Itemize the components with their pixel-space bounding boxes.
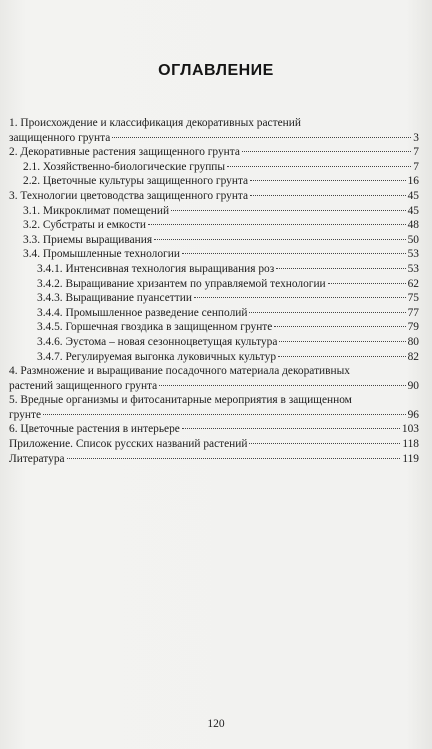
toc-entry-appendix (9, 437, 419, 452)
toc-page-number: 7 (413, 146, 419, 159)
dot-leader (67, 458, 401, 459)
toc-page-number: 62 (407, 277, 419, 290)
dot-leader (249, 312, 405, 313)
toc-entry-3-4-5 (9, 320, 419, 335)
toc-entry-3-4 (9, 247, 419, 262)
toc-entry-2-2 (9, 174, 419, 189)
toc-page-number: 96 (407, 408, 419, 421)
toc-entry-3-2 (9, 218, 419, 233)
dot-leader (249, 443, 400, 444)
dot-leader (112, 137, 411, 138)
toc-page-number: 45 (407, 204, 419, 217)
toc-entry-3-1 (9, 204, 419, 219)
toc-page-number: 7 (413, 160, 419, 173)
dot-leader (43, 414, 406, 415)
toc-entry-2-1 (9, 160, 419, 175)
toc-page-number: 77 (407, 306, 419, 319)
toc-entry-text: грунте (9, 408, 42, 421)
toc-entry-text: 3.4.6. Эустома – новая сезонноцветущая культура (37, 335, 278, 348)
toc-entry-6 (9, 422, 419, 437)
toc-entry-text: 3.4.2. Выращивание хризантем по управляемой технологии (37, 277, 326, 290)
toc-page-number: 3 (413, 131, 419, 144)
toc-entry-3-4-7 (9, 350, 419, 365)
toc-entry-text: 3.3. Приемы выращивания (23, 233, 153, 246)
dot-leader (182, 428, 400, 429)
toc-entry-1 (9, 116, 419, 145)
toc-page-number: 119 (402, 452, 419, 465)
toc-entry-text: 3.4.1. Интенсивная технология выращивания роз (37, 262, 275, 275)
toc-entry-text: Литература (9, 452, 65, 465)
toc-entry-3-4-2 (9, 277, 419, 292)
toc-entry-text: 6. Цветочные растения в интерьере (9, 423, 180, 436)
dot-leader (148, 224, 406, 225)
dot-leader (227, 166, 411, 167)
toc-page-number: 53 (407, 262, 419, 275)
toc-entry-text-first-line: 1. Происхождение и классификация декоративных растений (9, 117, 301, 129)
dot-leader (250, 195, 406, 196)
toc-page-number: 53 (407, 248, 419, 261)
toc-page-number: 90 (407, 379, 419, 392)
toc-entry-text: 3.4.5. Горшечная гвоздика в защищенном грунте (37, 321, 273, 334)
toc-entry-3 (9, 189, 419, 204)
toc-page-number: 45 (407, 189, 419, 202)
page-title: ОГЛАВЛЕНИЕ (158, 62, 274, 79)
dot-leader (182, 253, 406, 254)
dot-leader (159, 385, 405, 386)
toc-entry-text: 2.1. Хозяйственно-биологические группы (23, 160, 226, 173)
toc-page-number: 118 (402, 438, 419, 451)
toc-entry-text: растений защищенного грунта (9, 379, 158, 392)
toc-entry-2 (9, 145, 419, 160)
dot-leader (154, 239, 406, 240)
toc-entry-text: 3.2. Субстраты и емкости (23, 219, 146, 232)
toc-entry-3-4-6 (9, 335, 419, 350)
table-of-contents (9, 116, 419, 466)
toc-page-number: 16 (407, 175, 419, 188)
toc-entry-3-3 (9, 233, 419, 248)
toc-page-number: 50 (407, 233, 419, 246)
dot-leader (276, 268, 405, 269)
toc-page-number: 48 (407, 219, 419, 232)
dot-leader (194, 297, 406, 298)
dot-leader (328, 283, 406, 284)
toc-entry-text: 3.4.7. Регулируемая выгонка луковичных культур (37, 350, 277, 363)
toc-entry-3-4-3 (9, 291, 419, 306)
toc-page-number: 75 (407, 292, 419, 305)
toc-entry-4 (9, 364, 419, 393)
toc-entry-text-first-line: 4. Размножение и выращивание посадочного материала декоративных (9, 365, 350, 378)
toc-entry-text: 2. Декоративные растения защищенного грунта (9, 146, 240, 159)
dot-leader (250, 180, 405, 181)
toc-entry-5 (9, 393, 419, 422)
toc-page-number: 79 (407, 321, 419, 334)
dot-leader (278, 356, 406, 357)
page-number: 120 (207, 718, 225, 730)
toc-entry-text: 3.4.3. Выращивание пуансеттии (37, 292, 192, 305)
toc-entry-text-first-line: 5. Вредные организмы и фитосанитарные мероприятия в защищенном (9, 394, 352, 407)
toc-entry-text: 3.1. Микроклимат помещений (23, 204, 170, 217)
toc-entry-text: 2.2. Цветочные культуры защищенного грунта (23, 175, 249, 188)
toc-entry-text: 3. Технологии цветоводства защищенного грунта (9, 189, 249, 202)
toc-entry-literature (9, 452, 419, 467)
toc-entry-text: Приложение. Список русских названий растений (9, 438, 248, 451)
toc-entry-text: 3.4. Промышленные технологии (23, 248, 180, 261)
toc-page-number: 82 (407, 350, 419, 363)
toc-entry-3-4-1 (9, 262, 419, 277)
toc-page-number: 80 (407, 335, 419, 348)
toc-page-number: 103 (401, 423, 419, 436)
toc-entry-text: защищенного грунта (9, 131, 111, 144)
dot-leader (274, 326, 405, 327)
toc-entry-text: 3.4.4. Промышленное разведение сенполий (37, 306, 248, 319)
toc-entry-3-4-4 (9, 306, 419, 321)
dot-leader (242, 151, 411, 152)
dot-leader (279, 341, 405, 342)
dot-leader (171, 210, 406, 211)
